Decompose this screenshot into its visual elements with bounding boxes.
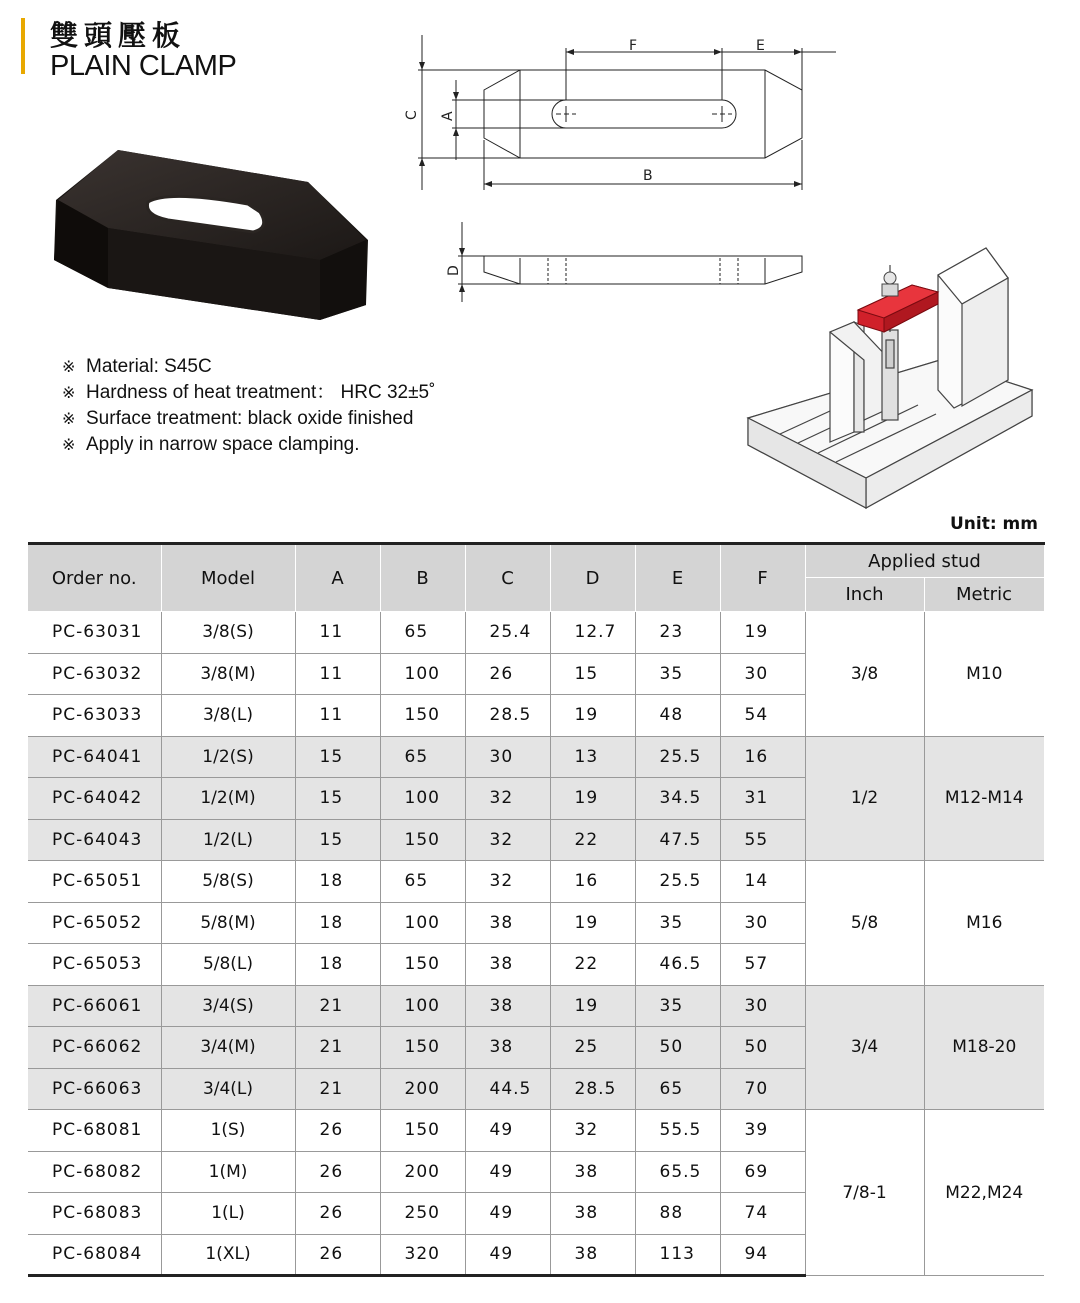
header-c: C	[465, 544, 550, 612]
table-row	[28, 612, 1044, 654]
cell-c: 38	[465, 944, 550, 986]
cell-a: 26	[295, 1110, 380, 1152]
cell-model: 3/8(M)	[161, 653, 295, 695]
cell-order-no: PC-65053	[28, 944, 161, 986]
cell-f: 19	[720, 612, 805, 654]
cell-f: 55	[720, 819, 805, 861]
cell-f: 54	[720, 695, 805, 737]
cell-f: 94	[720, 1234, 805, 1276]
cell-d: 28.5	[550, 1068, 635, 1110]
table-row	[28, 861, 1044, 903]
cell-b: 150	[380, 1027, 465, 1069]
cell-order-no: PC-64042	[28, 778, 161, 820]
cell-c: 49	[465, 1110, 550, 1152]
cell-order-no: PC-68083	[28, 1193, 161, 1235]
cell-c: 26	[465, 653, 550, 695]
cell-d: 12.7	[550, 612, 635, 654]
cell-c: 44.5	[465, 1068, 550, 1110]
cell-e: 23	[635, 612, 720, 654]
cell-e: 88	[635, 1193, 720, 1235]
note-surface-treatment: ※ Surface treatment: black oxide finished	[62, 408, 414, 429]
header-d: D	[550, 544, 635, 612]
cell-d: 32	[550, 1110, 635, 1152]
header-e: E	[635, 544, 720, 612]
note-hardness: ※ Hardness of heat treatment： HRC 32±5˚	[62, 382, 436, 403]
cell-e: 35	[635, 902, 720, 944]
cell-order-no: PC-64043	[28, 819, 161, 861]
cell-d: 19	[550, 902, 635, 944]
cell-b: 150	[380, 944, 465, 986]
cell-model: 3/8(S)	[161, 612, 295, 654]
cell-e: 65.5	[635, 1151, 720, 1193]
cell-d: 13	[550, 736, 635, 778]
cell-order-no: PC-64041	[28, 736, 161, 778]
clamping-setup-illustration	[740, 240, 1040, 515]
cell-order-no: PC-68084	[28, 1234, 161, 1276]
cell-f: 31	[720, 778, 805, 820]
cell-b: 320	[380, 1234, 465, 1276]
header-order-no: Order no.	[28, 544, 161, 612]
cell-d: 22	[550, 819, 635, 861]
header-metric: Metric	[924, 578, 1044, 612]
cell-a: 26	[295, 1234, 380, 1276]
cell-e: 25.5	[635, 736, 720, 778]
dim-label-f: F	[629, 38, 638, 54]
header-f: F	[720, 544, 805, 612]
cell-order-no: PC-66061	[28, 985, 161, 1027]
cell-model: 1(S)	[161, 1110, 295, 1152]
cell-model: 5/8(S)	[161, 861, 295, 903]
cell-a: 11	[295, 695, 380, 737]
cell-a: 18	[295, 861, 380, 903]
cell-b: 100	[380, 902, 465, 944]
plain-clamp-photo	[48, 140, 378, 330]
cell-stud-inch: 3/8	[805, 612, 924, 737]
cell-f: 74	[720, 1193, 805, 1235]
cell-model: 5/8(L)	[161, 944, 295, 986]
cell-d: 19	[550, 778, 635, 820]
cell-order-no: PC-63033	[28, 695, 161, 737]
cell-d: 19	[550, 985, 635, 1027]
cell-b: 250	[380, 1193, 465, 1235]
cell-c: 32	[465, 819, 550, 861]
cell-b: 150	[380, 695, 465, 737]
cell-order-no: PC-68082	[28, 1151, 161, 1193]
cell-a: 15	[295, 819, 380, 861]
cell-a: 26	[295, 1151, 380, 1193]
header-b: B	[380, 544, 465, 612]
cell-b: 200	[380, 1068, 465, 1110]
cell-order-no: PC-66063	[28, 1068, 161, 1110]
cell-e: 48	[635, 695, 720, 737]
cell-f: 57	[720, 944, 805, 986]
cell-f: 69	[720, 1151, 805, 1193]
unit-label: Unit: mm	[949, 514, 1038, 534]
dim-label-e: E	[756, 38, 765, 54]
cell-c: 49	[465, 1234, 550, 1276]
cell-a: 18	[295, 944, 380, 986]
cell-c: 38	[465, 985, 550, 1027]
cell-e: 35	[635, 985, 720, 1027]
cell-a: 21	[295, 1027, 380, 1069]
cell-d: 19	[550, 695, 635, 737]
cell-a: 15	[295, 736, 380, 778]
table-row	[28, 985, 1044, 1027]
cell-order-no: PC-65051	[28, 861, 161, 903]
cell-e: 55.5	[635, 1110, 720, 1152]
cell-order-no: PC-63032	[28, 653, 161, 695]
cell-b: 100	[380, 653, 465, 695]
cell-c: 49	[465, 1151, 550, 1193]
cell-b: 150	[380, 819, 465, 861]
cell-stud-inch: 7/8-1	[805, 1110, 924, 1276]
cell-f: 30	[720, 902, 805, 944]
cell-d: 16	[550, 861, 635, 903]
cell-d: 15	[550, 653, 635, 695]
cell-e: 35	[635, 653, 720, 695]
cell-model: 1/2(L)	[161, 819, 295, 861]
cell-b: 100	[380, 778, 465, 820]
specification-table	[28, 542, 1045, 1277]
cell-b: 65	[380, 736, 465, 778]
cell-c: 38	[465, 1027, 550, 1069]
cell-a: 26	[295, 1193, 380, 1235]
title-accent-bar	[21, 18, 25, 74]
cell-model: 1(L)	[161, 1193, 295, 1235]
cell-e: 34.5	[635, 778, 720, 820]
cell-e: 47.5	[635, 819, 720, 861]
cell-c: 49	[465, 1193, 550, 1235]
cell-e: 50	[635, 1027, 720, 1069]
table-row	[28, 1110, 1044, 1152]
cell-model: 5/8(M)	[161, 902, 295, 944]
page-title-chinese: 雙頭壓板	[50, 19, 187, 52]
cell-b: 65	[380, 612, 465, 654]
cell-a: 11	[295, 653, 380, 695]
cell-a: 21	[295, 1068, 380, 1110]
cell-model: 1(M)	[161, 1151, 295, 1193]
cell-order-no: PC-65052	[28, 902, 161, 944]
dim-label-a: A	[440, 111, 456, 121]
cell-f: 50	[720, 1027, 805, 1069]
cell-stud-inch: 5/8	[805, 861, 924, 986]
cell-e: 65	[635, 1068, 720, 1110]
header-inch: Inch	[805, 578, 924, 612]
header-model: Model	[161, 544, 295, 612]
cell-f: 16	[720, 736, 805, 778]
cell-stud-metric: M18-20	[924, 985, 1044, 1110]
cell-stud-metric: M22,M24	[924, 1110, 1044, 1276]
cell-a: 21	[295, 985, 380, 1027]
cell-b: 200	[380, 1151, 465, 1193]
cell-b: 150	[380, 1110, 465, 1152]
cell-f: 30	[720, 985, 805, 1027]
cell-f: 14	[720, 861, 805, 903]
cell-b: 65	[380, 861, 465, 903]
cell-model: 1(XL)	[161, 1234, 295, 1276]
specification-table-body	[28, 612, 1044, 1276]
cell-a: 11	[295, 612, 380, 654]
dim-label-c: C	[404, 110, 420, 120]
cell-d: 25	[550, 1027, 635, 1069]
cell-model: 3/4(M)	[161, 1027, 295, 1069]
cell-a: 15	[295, 778, 380, 820]
product-notes	[62, 354, 435, 458]
cell-stud-inch: 1/2	[805, 736, 924, 861]
cell-d: 38	[550, 1193, 635, 1235]
cell-f: 39	[720, 1110, 805, 1152]
cell-d: 38	[550, 1234, 635, 1276]
cell-c: 30	[465, 736, 550, 778]
cell-c: 28.5	[465, 695, 550, 737]
cell-c: 38	[465, 902, 550, 944]
cell-d: 22	[550, 944, 635, 986]
dim-label-d: D	[446, 265, 462, 276]
cell-model: 1/2(M)	[161, 778, 295, 820]
cell-stud-metric: M16	[924, 861, 1044, 986]
cell-c: 25.4	[465, 612, 550, 654]
cell-f: 30	[720, 653, 805, 695]
top-view-drawing	[400, 30, 845, 200]
note-application: ※ Apply in narrow space clamping.	[62, 434, 360, 455]
cell-a: 18	[295, 902, 380, 944]
cell-model: 3/4(S)	[161, 985, 295, 1027]
page-title-english: PLAIN CLAMP	[50, 50, 237, 82]
cell-c: 32	[465, 778, 550, 820]
cell-c: 32	[465, 861, 550, 903]
cell-e: 25.5	[635, 861, 720, 903]
cell-stud-metric: M12-M14	[924, 736, 1044, 861]
cell-order-no: PC-63031	[28, 612, 161, 654]
note-material: ※ Material: S45C	[62, 356, 212, 377]
cell-model: 3/4(L)	[161, 1068, 295, 1110]
cell-e: 46.5	[635, 944, 720, 986]
header-a: A	[295, 544, 380, 612]
cell-order-no: PC-68081	[28, 1110, 161, 1152]
cell-model: 3/8(L)	[161, 695, 295, 737]
cell-b: 100	[380, 985, 465, 1027]
cell-d: 38	[550, 1151, 635, 1193]
table-row	[28, 736, 1044, 778]
cell-e: 113	[635, 1234, 720, 1276]
cell-order-no: PC-66062	[28, 1027, 161, 1069]
cell-f: 70	[720, 1068, 805, 1110]
header-applied-stud: Applied stud	[805, 544, 1044, 578]
dim-label-b: B	[643, 168, 653, 184]
cell-model: 1/2(S)	[161, 736, 295, 778]
cell-stud-metric: M10	[924, 612, 1044, 737]
cell-stud-inch: 3/4	[805, 985, 924, 1110]
